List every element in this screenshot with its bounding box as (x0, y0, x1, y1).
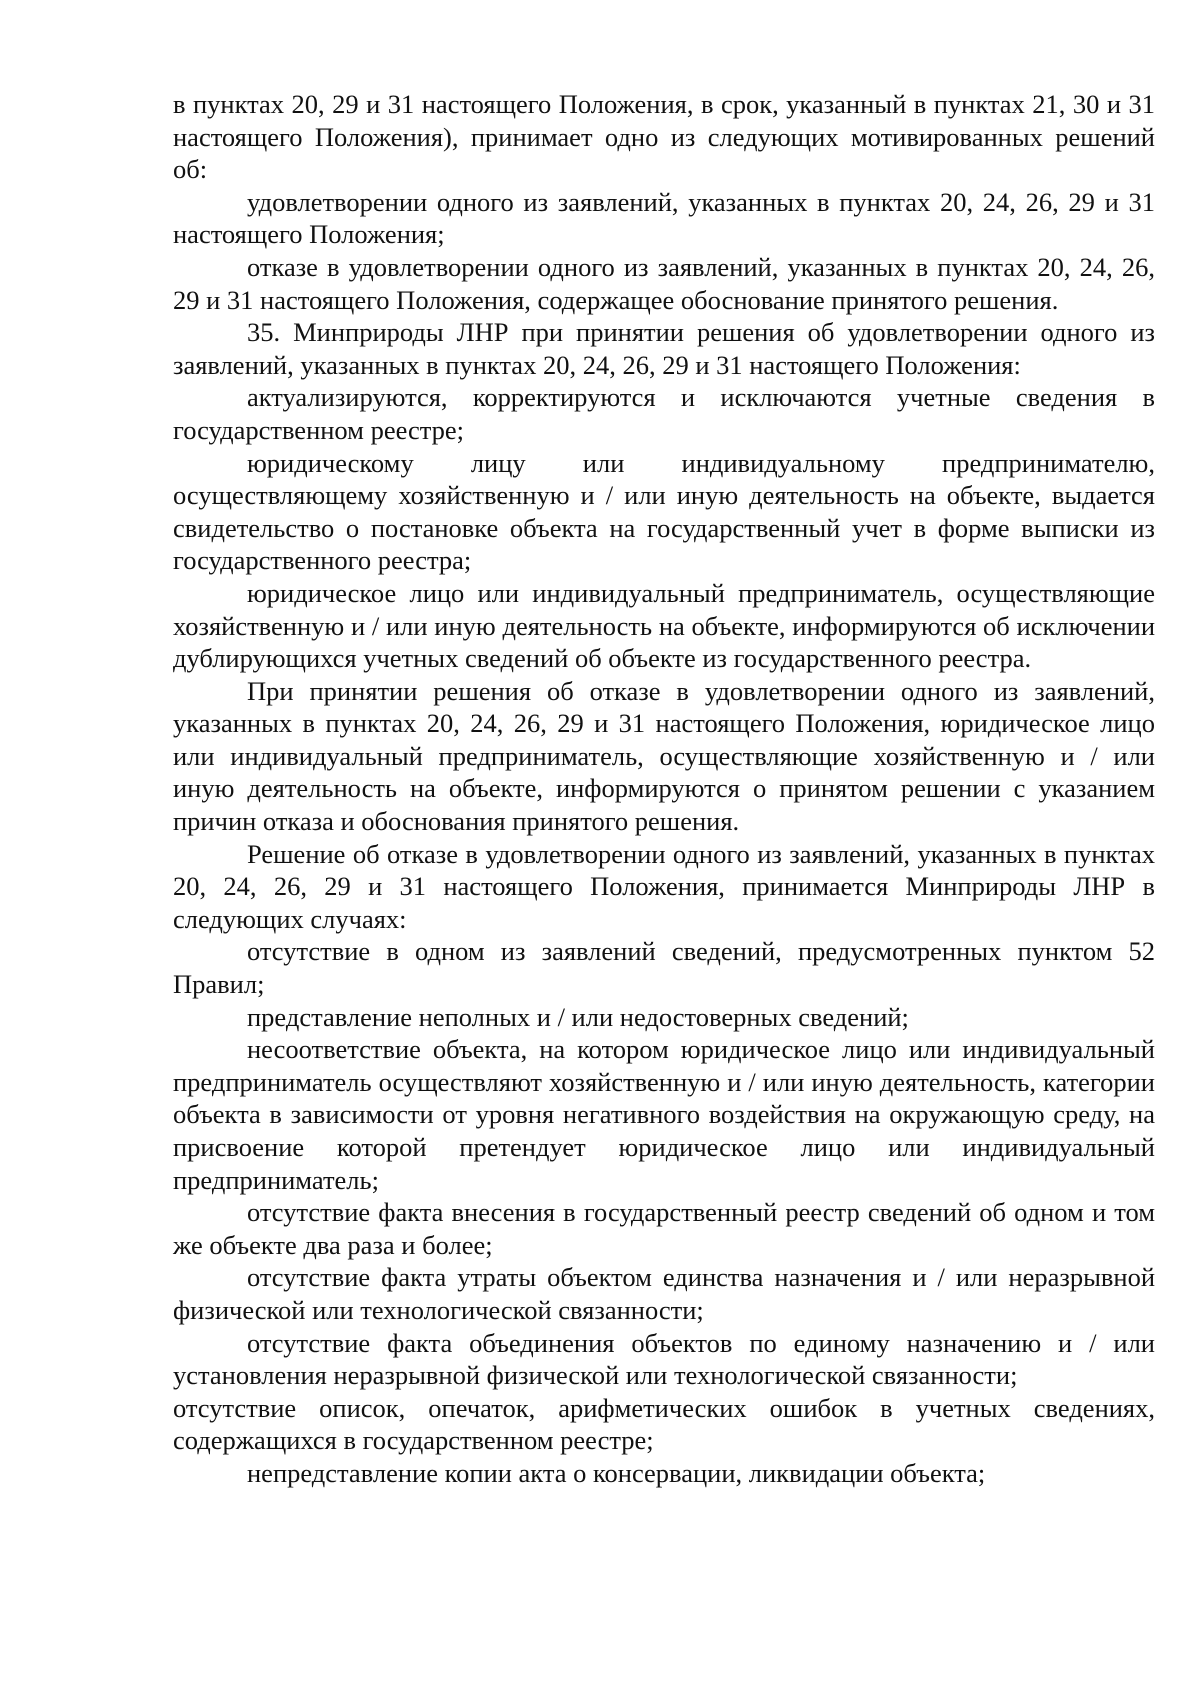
paragraph-approval-option: удовлетворении одного из заявлений, указанных в пунктах 20, 24, 26, 29 и 31 настоящего Положения; (173, 186, 1155, 250)
list-item-no-typos: отсутствие описок, опечаток, арифметических ошибок в учетных сведениях, содержащихся в государственном реестре; (173, 1392, 1155, 1456)
list-item-no-merger: отсутствие факта объединения объектов по единому назначению и / или установления неразрывной физической или технологической связанности; (173, 1327, 1155, 1391)
list-item-no-act-copy: непредставление копии акта о консервации, ликвидации объекта; (247, 1457, 986, 1488)
list-item-no-loss-of-unity: отсутствие факта утраты объектом единства назначения и / или неразрывной физической или технологической связанности; (173, 1262, 1155, 1325)
paragraph-certificate-issue: юридическому лицу или индивидуальному предпринимателю, осуществляющему хозяйственную и / или иную деятельность на объекте, выдается свидетельство о постановке объекта на государственный учет в форме выписки из государственного реестра; (173, 447, 1155, 576)
list-item-no-double-entry: отсутствие факта внесения в государственный реестр сведений об одном и том же объекте два раза и более; (173, 1197, 1155, 1260)
paragraph-refusal-option: отказе в удовлетворении одного из заявлений, указанных в пунктах 20, 24, 26, 29 и 31 настоящего Положения, содержащее обоснование принятого решения. (173, 251, 1155, 315)
paragraph-refusal-cases: Решение об отказе в удовлетворении одного из заявлений, указанных в пунктах 20, 24, 26, 29 и 31 настоящего Положения, принимается Минприроды ЛНР в следующих случаях: (173, 838, 1155, 934)
list-item-category-mismatch: несоответствие объекта, на котором юридическое лицо или индивидуальный предприниматель осуществляют хозяйственную и / или иную деятельность, категории объекта в зависимости от уровня негативного воздействия на окружающую среду, на присвоение которой претендует юридическое лицо или индивидуальный предприниматель; (173, 1034, 1155, 1195)
paragraph-item-35: 35. Минприроды ЛНР при принятии решения об удовлетворении одного из заявлений, указанных в пунктах 20, 24, 26, 29 и 31 настоящего Положения: (173, 317, 1155, 380)
paragraph-refusal-notification: При принятии решения об отказе в удовлетворении одного из заявлений, указанных в пунктах 20, 24, 26, 29 и 31 настоящего Положения, юридическое лицо или индивидуальный предприниматель, осуществляющие хозяйственную и / или иную деятельность на объекте, информируются о принятом решении с указанием причин отказа и обоснования принятого решения. (173, 675, 1155, 837)
paragraph-duplicate-exclusion: юридическое лицо или индивидуальный предприниматель, осуществляющие хозяйственную и / или иную деятельность на объекте, информируются об исключении дублирующихся учетных сведений об объекте из государственного реестра. (173, 577, 1155, 674)
list-item-missing-info: отсутствие в одном из заявлений сведений, предусмотренных пунктом 52 Правил; (173, 936, 1155, 1000)
paragraph-continuation: в пунктах 20, 29 и 31 настоящего Положения, в срок, указанный в пунктах 21, 30 и 31 настоящего Положения), принимает одно из следующих мотивированных решений об: (173, 89, 1155, 185)
paragraph-registry-update: актуализируются, корректируются и исключаются учетные сведения в государственном реестре; (173, 382, 1155, 445)
list-item-incomplete-info: представление неполных и / или недостоверных сведений; (247, 1001, 909, 1032)
document-page (173, 88, 1155, 1490)
